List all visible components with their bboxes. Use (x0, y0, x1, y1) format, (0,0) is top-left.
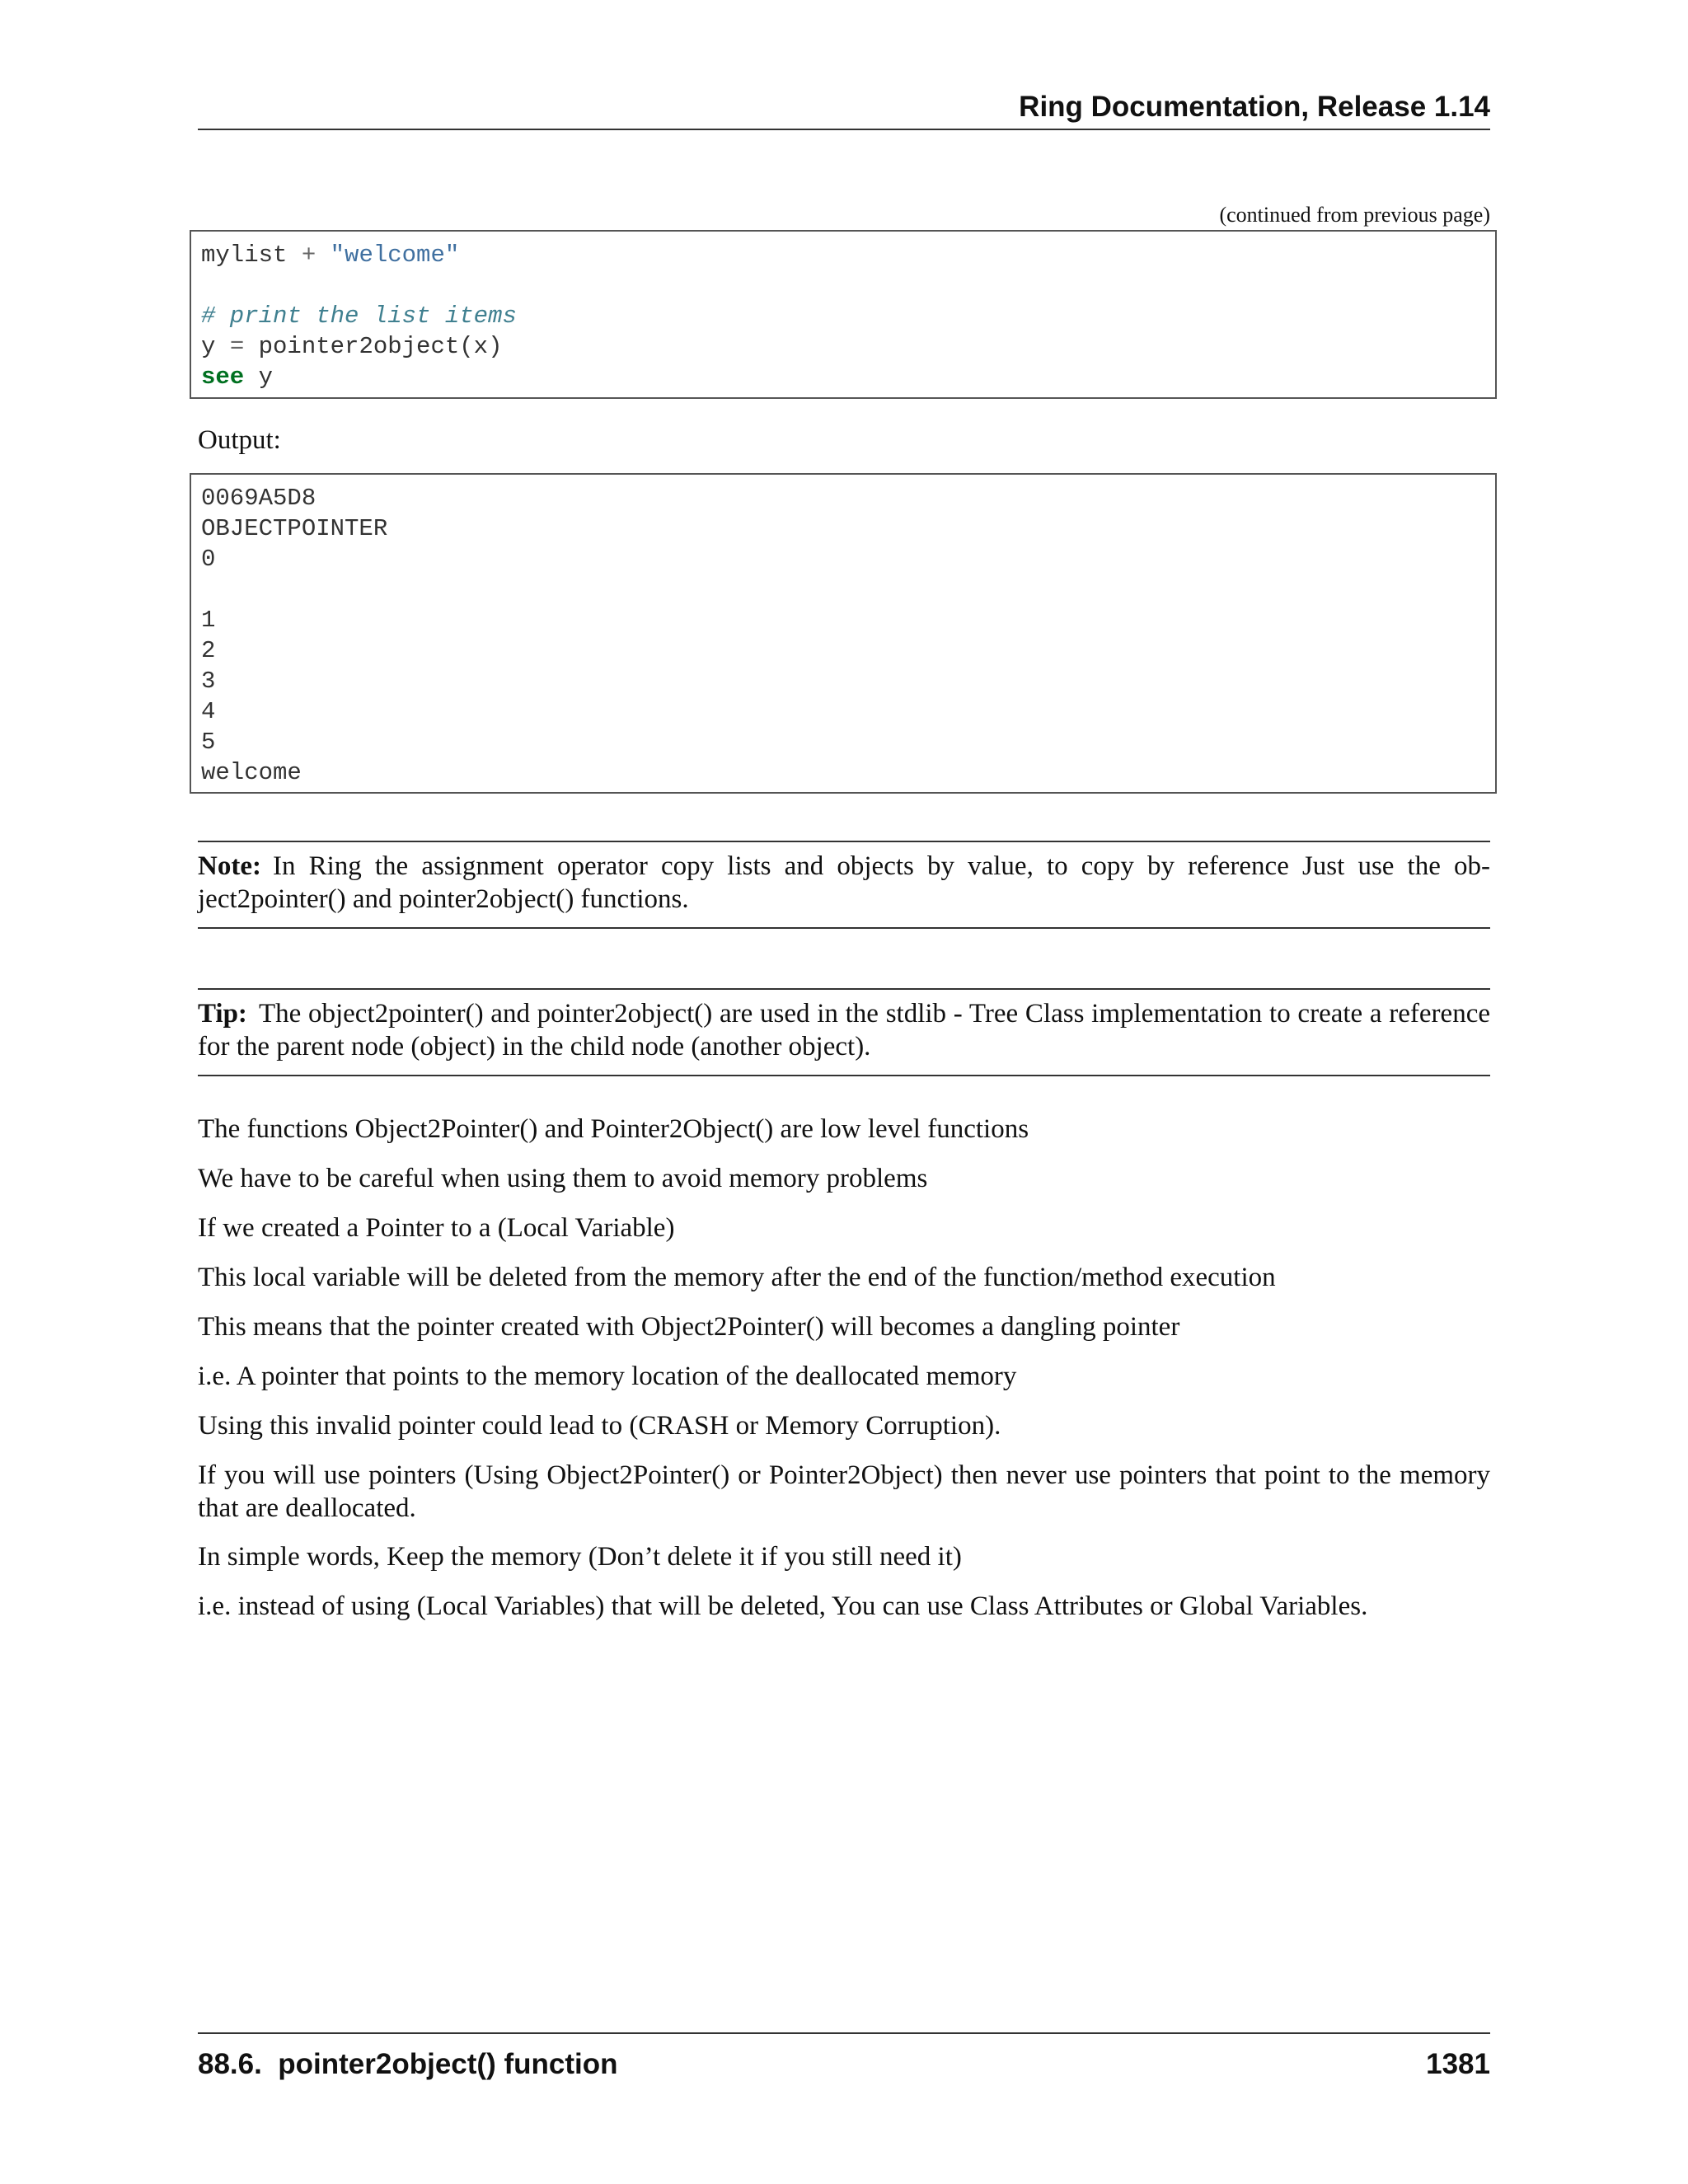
tip-title: Tip: (198, 999, 247, 1029)
footer-page-number: 1381 (1426, 2048, 1490, 2080)
footer-rule (198, 2032, 1490, 2034)
code-line-blank (201, 270, 1495, 301)
tip-text: The object2pointer() and pointer2object() are used in the stdlib - Tree Class implementation to create a reference for the parent node (object) in the child node (another object). (198, 999, 1490, 1062)
code-call: pointer2object(x) (258, 333, 503, 360)
output-block (190, 473, 1497, 794)
body-paragraph: If we created a Pointer to a (Local Variable) (198, 1213, 675, 1243)
body-paragraph: This local variable will be deleted from the memory after the end of the function/method execution (198, 1263, 1276, 1292)
tip-top-rule (198, 988, 1490, 990)
output-line: 1 (201, 607, 216, 634)
footer-section-title: 88.6. pointer2object() function (198, 2048, 618, 2080)
body-paragraph: The functions Object2Pointer() and Pointer2Object() are low level functions (198, 1114, 1029, 1144)
body-paragraph: i.e. instead of using (Local Variables) that will be deleted, You can use Class Attributes or Global Variables. (198, 1591, 1368, 1621)
note-text: In Ring the assignment operator copy lists and objects by value, to copy by reference Just use the ob-ject2pointer() and pointer2object() functions. (198, 851, 1490, 914)
body-paragraph: If you will use pointers (Using Object2Pointer() or Pointer2Object) then never use pointers that point to the memory that are deallocated. (198, 1460, 1490, 1523)
body-paragraph: This means that the pointer created with Object2Pointer() will becomes a dangling pointer (198, 1312, 1180, 1342)
note-admonition (198, 850, 1490, 916)
output-line: 5 (201, 729, 216, 756)
header-rule (198, 129, 1490, 130)
page-header-title: Ring Documentation, Release 1.14 (1019, 91, 1490, 123)
output-line: 0 (201, 546, 216, 573)
code-string: "welcome" (330, 241, 460, 269)
code-keyword: see (201, 363, 245, 391)
output-line: 4 (201, 698, 216, 725)
output-line: welcome (201, 759, 302, 786)
output-line: OBJECTPOINTER (201, 515, 388, 542)
tip-admonition (198, 997, 1490, 1063)
code-identifier: y (201, 333, 216, 360)
output-line: 3 (201, 668, 216, 695)
note-bottom-rule (198, 927, 1490, 929)
code-line (201, 362, 1495, 392)
note-top-rule (198, 841, 1490, 842)
code-line (201, 240, 1495, 270)
tip-bottom-rule (198, 1075, 1490, 1076)
output-label: Output: (198, 425, 281, 455)
code-line (201, 331, 1495, 362)
continued-label: (continued from previous page) (1219, 203, 1490, 227)
code-identifier: mylist (201, 241, 288, 269)
code-operator: + (301, 241, 316, 269)
body-paragraph: Using this invalid pointer could lead to (CRASH or Memory Corruption). (198, 1411, 1001, 1441)
output-line (201, 574, 1495, 605)
output-line: 2 (201, 637, 216, 664)
note-title: Note: (198, 851, 261, 881)
code-identifier: y (258, 363, 274, 391)
code-operator: = (229, 333, 245, 360)
code-block (190, 230, 1497, 399)
code-comment: # print the list items (201, 302, 517, 330)
body-paragraph: We have to be careful when using them to avoid memory problems (198, 1164, 928, 1193)
body-paragraph: i.e. A pointer that points to the memory location of the deallocated memory (198, 1361, 1017, 1391)
output-line: 0069A5D8 (201, 485, 316, 512)
body-paragraph: In simple words, Keep the memory (Don’t delete it if you still need it) (198, 1542, 962, 1572)
